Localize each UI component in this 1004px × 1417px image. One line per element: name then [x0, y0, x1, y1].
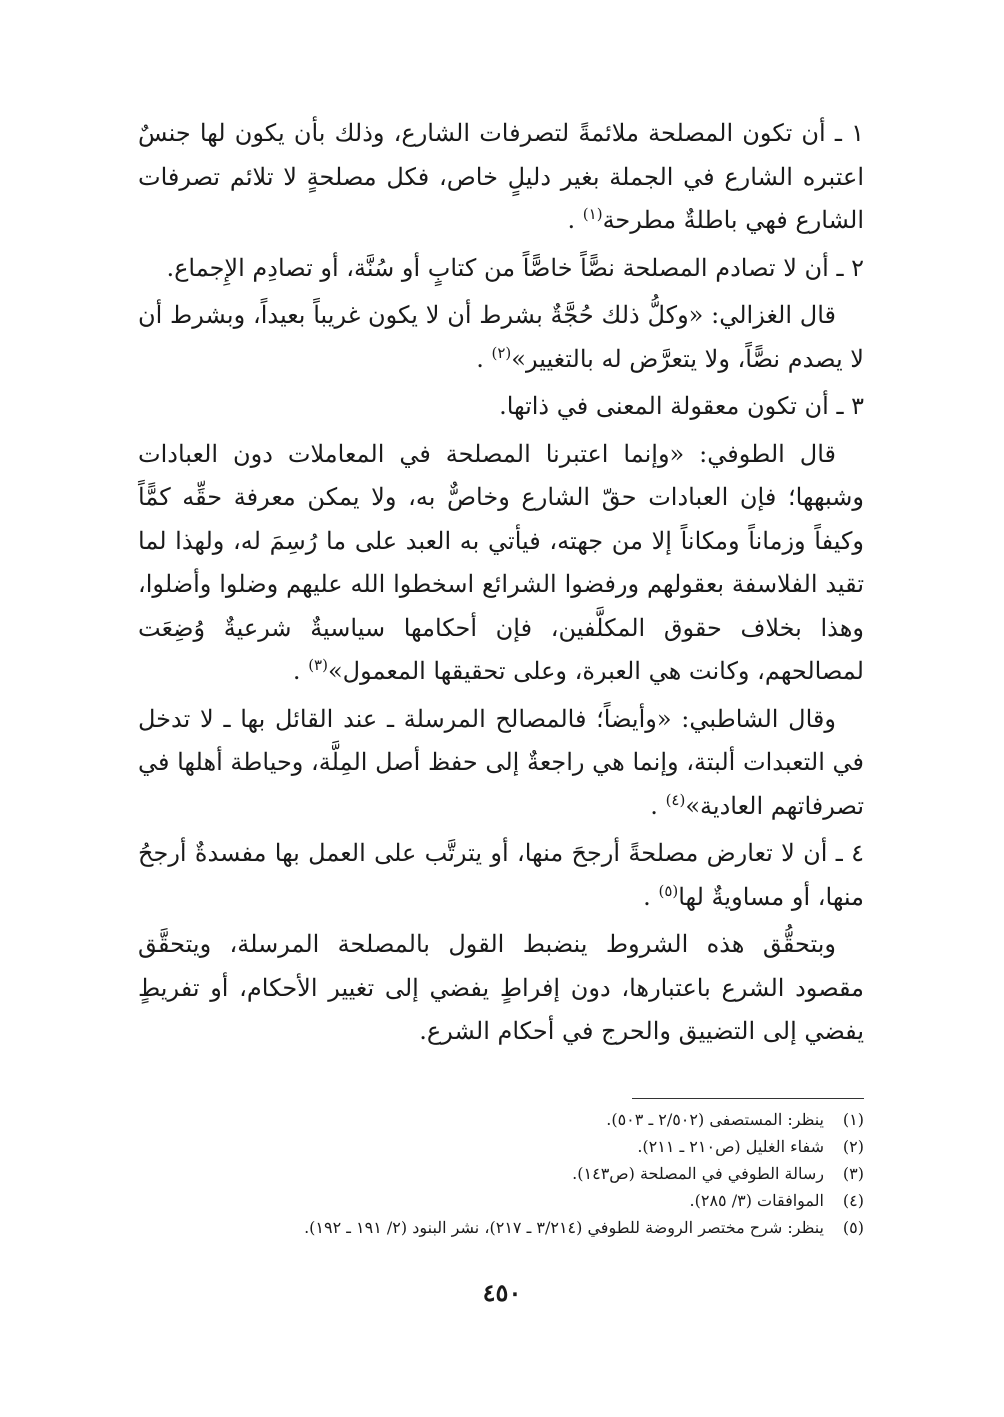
paragraph-shatibi-quote: وقال الشاطبي: «وأيضاً؛ فالمصالح المرسلة ـ عند القائل بها ـ لا تدخل في التعبدات ألبتة، وإنما هي راجعةٌ إلى حفظ أصل المِلَّة، وحياطة أهلها في تصرفاتهم العادية»$^{(٤)}$ . — [138, 704, 864, 820]
paragraph-condition-4: ٤ ـ أن لا تعارض مصلحةً أرجحَ منها، أو يترتَّب على العمل بها مفسدةٌ أرجحُ منها، أو مساويةٌ لها$^{(٥)}$ . — [138, 839, 864, 911]
main-text — [138, 112, 864, 1058]
footnote-text: رسالة الطوفي في المصلحة (ص١٤٣). — [572, 1164, 824, 1183]
footnote-item — [138, 1160, 864, 1187]
footnote-text: شفاء الغليل (ص٢١٠ ـ ٢١١). — [637, 1137, 824, 1156]
paragraph-ghazali-quote: قال الغزالي: «وكلُّ ذلك حُجَّةٌ بشرط أن لا يكون غريباً بعيداً، وبشرط أن لا يصدم نصًّاً، ولا يتعرَّض له بالتغيير»$^{(٢)}$ . — [138, 301, 864, 373]
paragraph-condition-1: ١ ـ أن تكون المصلحة ملائمةً لتصرفات الشارع، وذلك بأن يكون لها جنسٌ اعتبره الشارع في الجملة بغير دليلٍ خاص، فكل مصلحةٍ لا تلائم تصرفات الشارع فهي باطلةٌ مطرحة$^{(١)}$ . — [138, 119, 864, 234]
footnote-ref: (٢) — [491, 343, 512, 362]
footnote-text: ينظر: شرح مختصر الروضة للطوفي (٣/٢١٤ ـ ٢١٧)، نشر البنود (٢/ ١٩١ ـ ١٩٢). — [304, 1218, 824, 1237]
paragraph-condition-2: ٢ ـ أن لا تصادم المصلحة نصًّاً خاصًّاً من كتابٍ أو سُنَّة، أو تصادِم الإِجماع. — [166, 253, 864, 282]
paragraph-condition-3: ٣ ـ أن تكون معقولة المعنى في ذاتها. — [499, 392, 864, 420]
paragraph-conclusion: وبتحقُّق هذه الشروط ينضبط القول بالمصلحة المرسلة، ويتحقَّق مقصود الشرع باعتبارها، دون إفراطٍ يفضي إلى تغيير الأحكام، أو تفريطٍ يفضي إلى التضييق والحرج في أحكام الشرع. — [138, 930, 864, 1045]
footnote-ref: (٣) — [308, 656, 328, 674]
footnote-number: (٥) — [842, 1218, 864, 1237]
footnote-item — [138, 1214, 864, 1241]
footnote-ref: (١) — [582, 205, 603, 223]
footnote-number: (١) — [842, 1110, 864, 1129]
footnote-item — [138, 1106, 864, 1133]
footnote-ref: (٤) — [665, 790, 686, 809]
footnote-ref: (٥) — [658, 881, 679, 900]
footnote-number: (٣) — [842, 1164, 864, 1183]
footnote-number: (٤) — [842, 1191, 864, 1210]
footnotes-list — [138, 1106, 864, 1241]
page-number: ٤٥٠ — [482, 1278, 522, 1307]
footnote-text: الموافقات (٣/ ٢٨٥). — [689, 1191, 824, 1210]
footnote-text: ينظر: المستصفى (٢/٥٠٢ ـ ٥٠٣). — [606, 1110, 824, 1129]
footnote-separator — [632, 1098, 864, 1099]
paragraph-tufi-quote: قال الطوفي: «وإنما اعتبرنا المصلحة في المعاملات دون العبادات وشبهها؛ فإن العبادات حقّ الشارع وخاصٌّ به، ولا يمكن معرفة حقِّه كمًّاً وكيفاً وزماناً ومكاناً إلا من جهته، فيأتي به العبد على ما رُسِمَ له، ولهذا لما تقيد الفلاسفة بعقولهم ورفضوا الشرائع اسخطوا الله عليهم وضلوا وأضلوا، وهذا بخلاف حقوق المكلَّفين، فإن أحكامها سياسيةٌ شرعيةٌ وُضِعَت لمصالحهم، وكانت هي العبرة، وعلى تحقيقها المعمول»$^{(٣)}$ . — [138, 439, 865, 685]
footnote-number: (٢) — [842, 1137, 864, 1156]
footnote-item — [138, 1187, 864, 1214]
footnote-item — [138, 1133, 864, 1160]
